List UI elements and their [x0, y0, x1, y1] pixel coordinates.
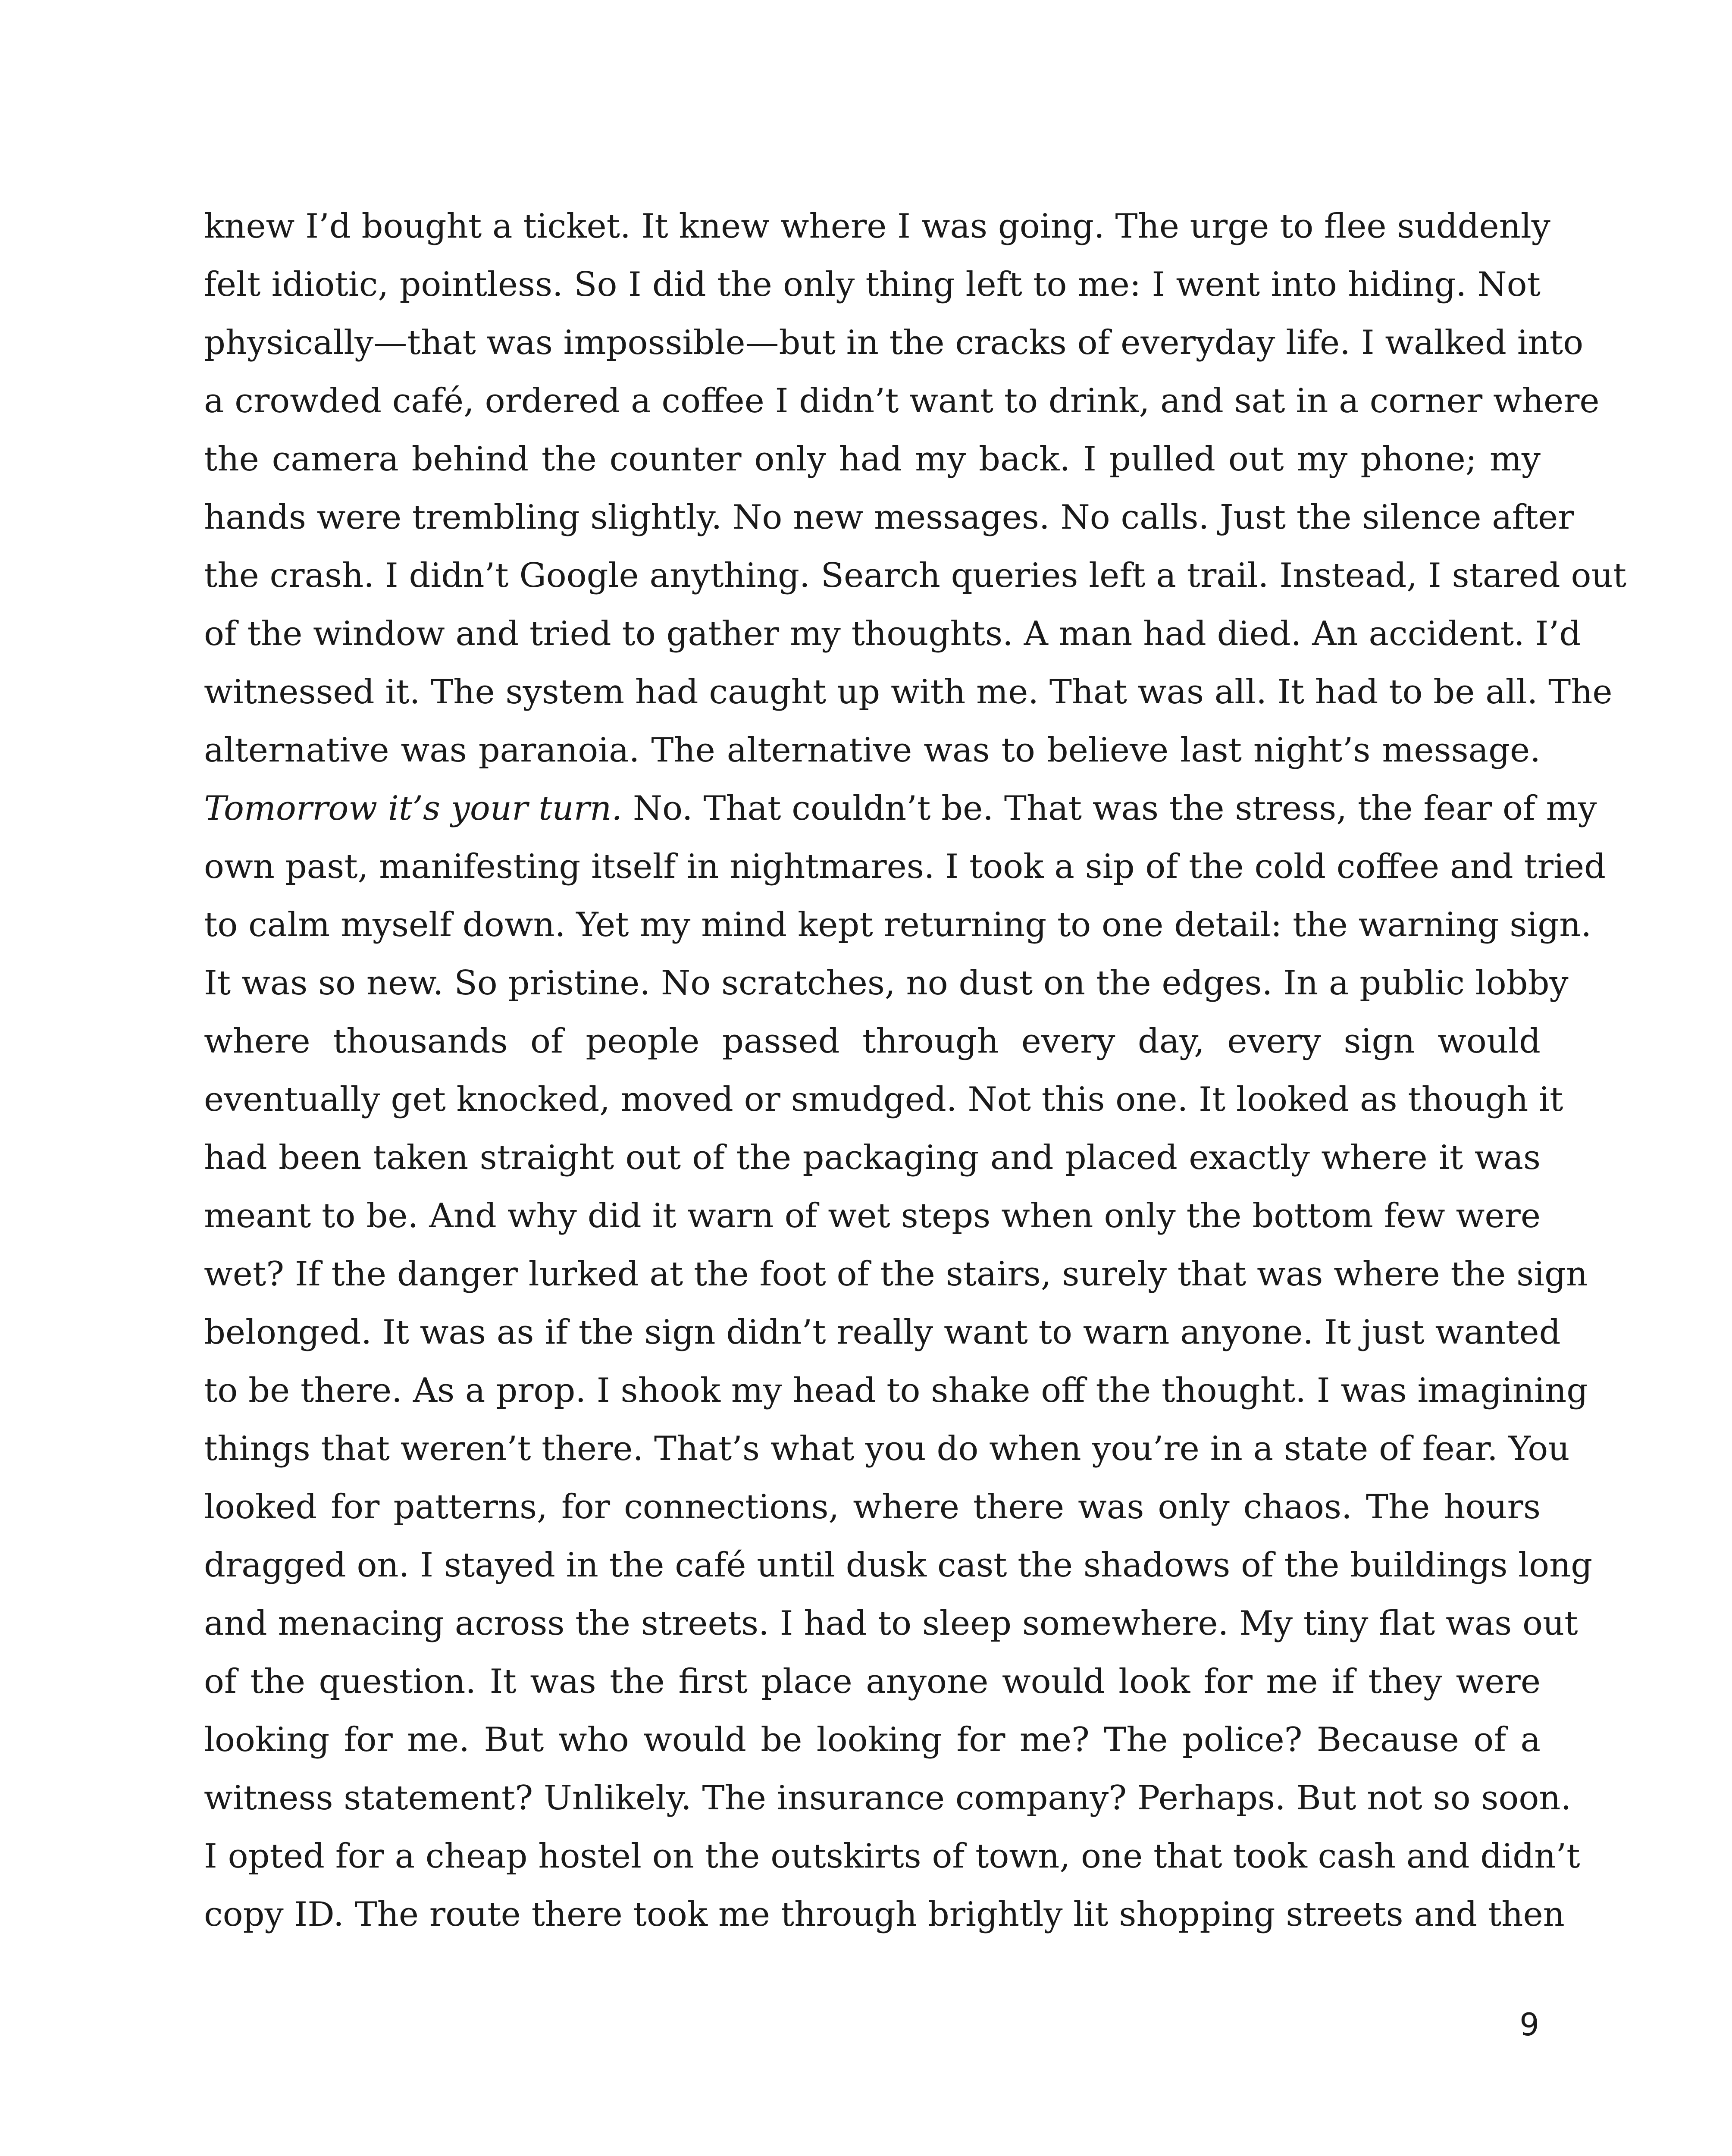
text-line-30: copy ID. The route there took me through brightly lit shopping streets and then: [204, 1895, 1565, 1934]
text-line-29: I opted for a cheap hostel on the outskirts of town, one that took cash and didn’t: [204, 1837, 1580, 1876]
text-line-25: and menacing across the streets. I had to sleep somewhere. My tiny flat was out: [204, 1604, 1578, 1643]
text-line-10: alternative was paranoia. The alternative was to believe last night’s message.: [204, 731, 1541, 770]
text-line-20: belonged. It was as if the sign didn’t really want to warn anyone. It just wanted: [204, 1313, 1561, 1352]
text-line-19: wet? If the danger lurked at the foot of the stairs, surely that was where the sign: [204, 1255, 1588, 1294]
text-line-2: felt idiotic, pointless. So I did the only thing left to me: I went into hiding. Not: [204, 265, 1541, 304]
text-line-7: the crash. I didn’t Google anything. Search queries left a trail. Instead, I stared out: [204, 556, 1627, 595]
text-line-15: where thousands of people passed through every day, every sign would: [204, 1022, 1541, 1061]
body-paragraph: [204, 197, 1627, 1944]
text-line-22: things that weren’t there. That’s what you do when you’re in a state of fear. You: [204, 1429, 1570, 1468]
text-line-9: witnessed it. The system had caught up with me. That was all. It had to be all. The: [204, 673, 1613, 711]
text-line-16: eventually get knocked, moved or smudged. Not this one. It looked as though it: [204, 1080, 1563, 1119]
text-line-28: witness statement? Unlikely. The insurance company? Perhaps. But not so soon.: [204, 1779, 1572, 1818]
text-line-14: It was so new. So pristine. No scratches, no dust on the edges. In a public lobby: [204, 964, 1569, 1003]
page-number: 9: [1519, 2006, 1539, 2043]
text-line-3: physically—that was impossible—but in the cracks of everyday life. I walked into: [204, 323, 1584, 362]
text-line-6: hands were trembling slightly. No new messages. No calls. Just the silence after: [204, 498, 1574, 537]
text-line-21: to be there. As a prop. I shook my head to shake off the thought. I was imagining: [204, 1371, 1588, 1410]
text-line-11-rest: No. That couldn’t be. That was the stress, the fear of my: [633, 789, 1597, 828]
text-line-5: the camera behind the counter only had my back. I pulled out my phone; my: [204, 440, 1541, 479]
text-line-17: had been taken straight out of the packaging and placed exactly where it was: [204, 1138, 1541, 1177]
text-line-18: meant to be. And why did it warn of wet steps when only the bottom few were: [204, 1197, 1541, 1235]
text-line-23: looked for patterns, for connections, where there was only chaos. The hours: [204, 1488, 1541, 1526]
text-line-13: to calm myself down. Yet my mind kept returning to one detail: the warning sign.: [204, 906, 1592, 944]
text-line-24: dragged on. I stayed in the café until dusk cast the shadows of the buildings long: [204, 1546, 1593, 1585]
text-line-26: of the question. It was the first place anyone would look for me if they were: [204, 1662, 1541, 1701]
text-line-11: [204, 780, 1597, 838]
text-line-12: own past, manifesting itself in nightmares. I took a sip of the cold coffee and tried: [204, 847, 1606, 886]
text-line-27: looking for me. But who would be looking for me? The police? Because of a: [204, 1720, 1541, 1759]
text-line-8: of the window and tried to gather my thoughts. A man had died. An accident. I’d: [204, 614, 1581, 653]
italic-phrase: Tomorrow it’s your turn.: [204, 789, 623, 828]
text-line-1: knew I’d bought a ticket. It knew where I was going. The urge to flee suddenly: [204, 207, 1550, 246]
text-line-4: a crowded café, ordered a coffee I didn’t want to drink, and sat in a corner where: [204, 382, 1600, 420]
